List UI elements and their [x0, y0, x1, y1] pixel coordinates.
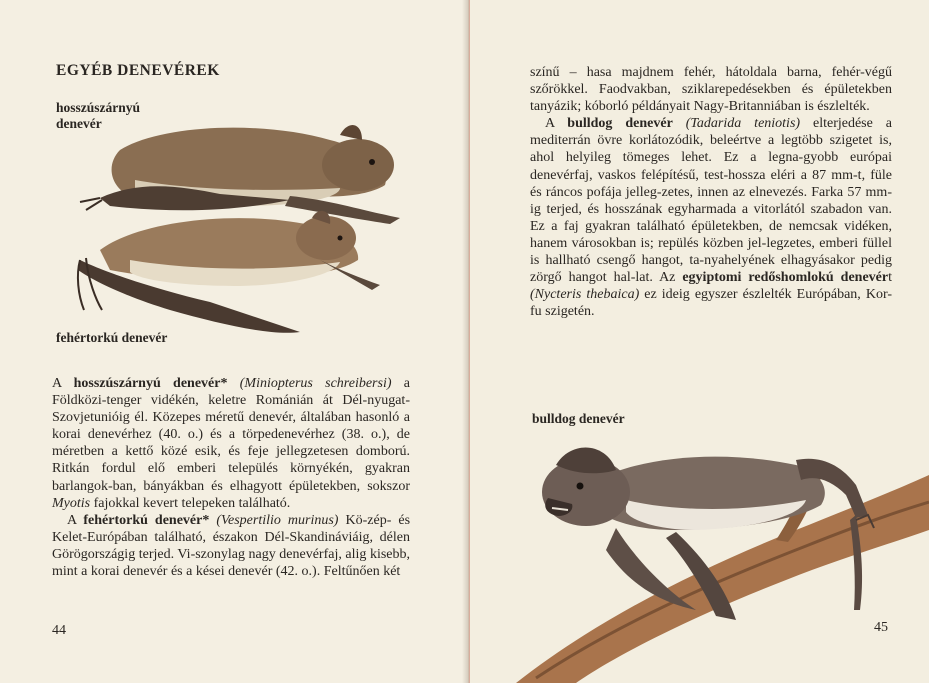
- paragraph-continuation: színű – hasa majdnem fehér, hátoldala barna, fehér-végű szőrökkel. Faodvakban, sziklarepedésekben és épületekben tanyázik; kóborló példányait Nagy-Britanniában is észlelték.: [530, 65, 892, 115]
- paragraph-long-winged-bat: [52, 375, 410, 512]
- page-number-right: 45: [874, 620, 888, 635]
- caption-parti-coloured-bat: fehértorkú denevér: [56, 330, 168, 345]
- text-run: fajokkal kevert telepeken található.: [90, 495, 291, 511]
- text-run: ez ideig egyszer észlelték Európában, Kor-fu szigetén.: [530, 287, 892, 320]
- species-name-bold: bulldog denevér: [567, 116, 673, 132]
- text-run: [227, 376, 239, 391]
- latin-name: (Tadarida teniotis): [685, 116, 801, 132]
- latin-name: (Nycteris thebaica): [530, 287, 640, 303]
- bat-illustration-left: [40, 110, 420, 340]
- text-run: elterjedése a mediterrán övre korlátozódik, beleértve a legtöbb szigetet is, ahol helyileg tömeges lehet. Ez a legna-gyobb európai denevérfaj, vaskos felépítésű, test-hossza eléri a 87 mm-t, füle és ráncos pofája jelleg-zetes, innen az elnevezés. Farka 57 mm-ig terjed, és hosszának egyharmada a vitorlától szabadon van. Ez a faj gyakran található épületekben, de nemcsak vidéken, hanem városokban is; repülés közben jel-legzetes, emberi füllel is hallható csengő hangot, ta-nyahelyének elhagyásakor pedig zörgő hangot hal-lat. Az: [530, 116, 892, 286]
- caption-free-tailed-bat: bulldog denevér: [532, 411, 625, 426]
- text-run: a Földközi-tenger vidékén, keletre Románián át Dél-nyugat-Szovjetunióig él. Közepes méretű denevér, általában hasonló a korai denevérhez (40. o.) és a törpedenevérhez (38. o.), de méretben a kettő közé esik, és feje jellegzetesen domború. Ritkán fordul elő emberi település környékén, gyakran barlangok-ban, bányákban és elhagyott épületekben, sokszor: [52, 376, 410, 494]
- species-name-bold: hosszúszárnyú denevér*: [73, 376, 228, 391]
- text-run: A: [52, 376, 74, 391]
- left-body-text: [52, 375, 410, 580]
- bat-illustration-right: [476, 420, 929, 683]
- text-run: [673, 116, 686, 131]
- latin-name: (Vespertilio murinus): [216, 512, 339, 528]
- caption-long-winged-bat: hosszúszárnyú denevér: [56, 100, 141, 131]
- parti-coloured-bat-drawing: [78, 211, 380, 333]
- section-title: EGYÉB DENEVÉREK: [56, 62, 220, 79]
- latin-name: (Miniopterus schreibersi): [239, 376, 392, 391]
- paragraph-parti-coloured-bat: [52, 512, 410, 580]
- right-body-text: [530, 64, 892, 320]
- page-number-left: 44: [52, 623, 66, 638]
- species-name-bold: egyiptomi redőshomlokú denevér: [682, 270, 889, 286]
- text-run: A: [67, 512, 84, 528]
- latin-genus: Myotis: [52, 495, 91, 511]
- text-run: A: [545, 116, 568, 132]
- text-run: Kö-zép- és Kelet-Európában található, északon Dél-Skandináviáig, délen Görögországig terjed. Vi-szonylag nagy denevérfaj, alig kisebb, mint a korai denevér és a kései denevér (42. o.). Feltűnően két: [52, 512, 411, 580]
- species-name-bold: fehértorkú denevér*: [83, 512, 210, 528]
- paragraph-free-tailed-bat: [530, 115, 892, 320]
- long-winged-bat-drawing: [80, 125, 400, 224]
- text-run: t: [888, 270, 892, 286]
